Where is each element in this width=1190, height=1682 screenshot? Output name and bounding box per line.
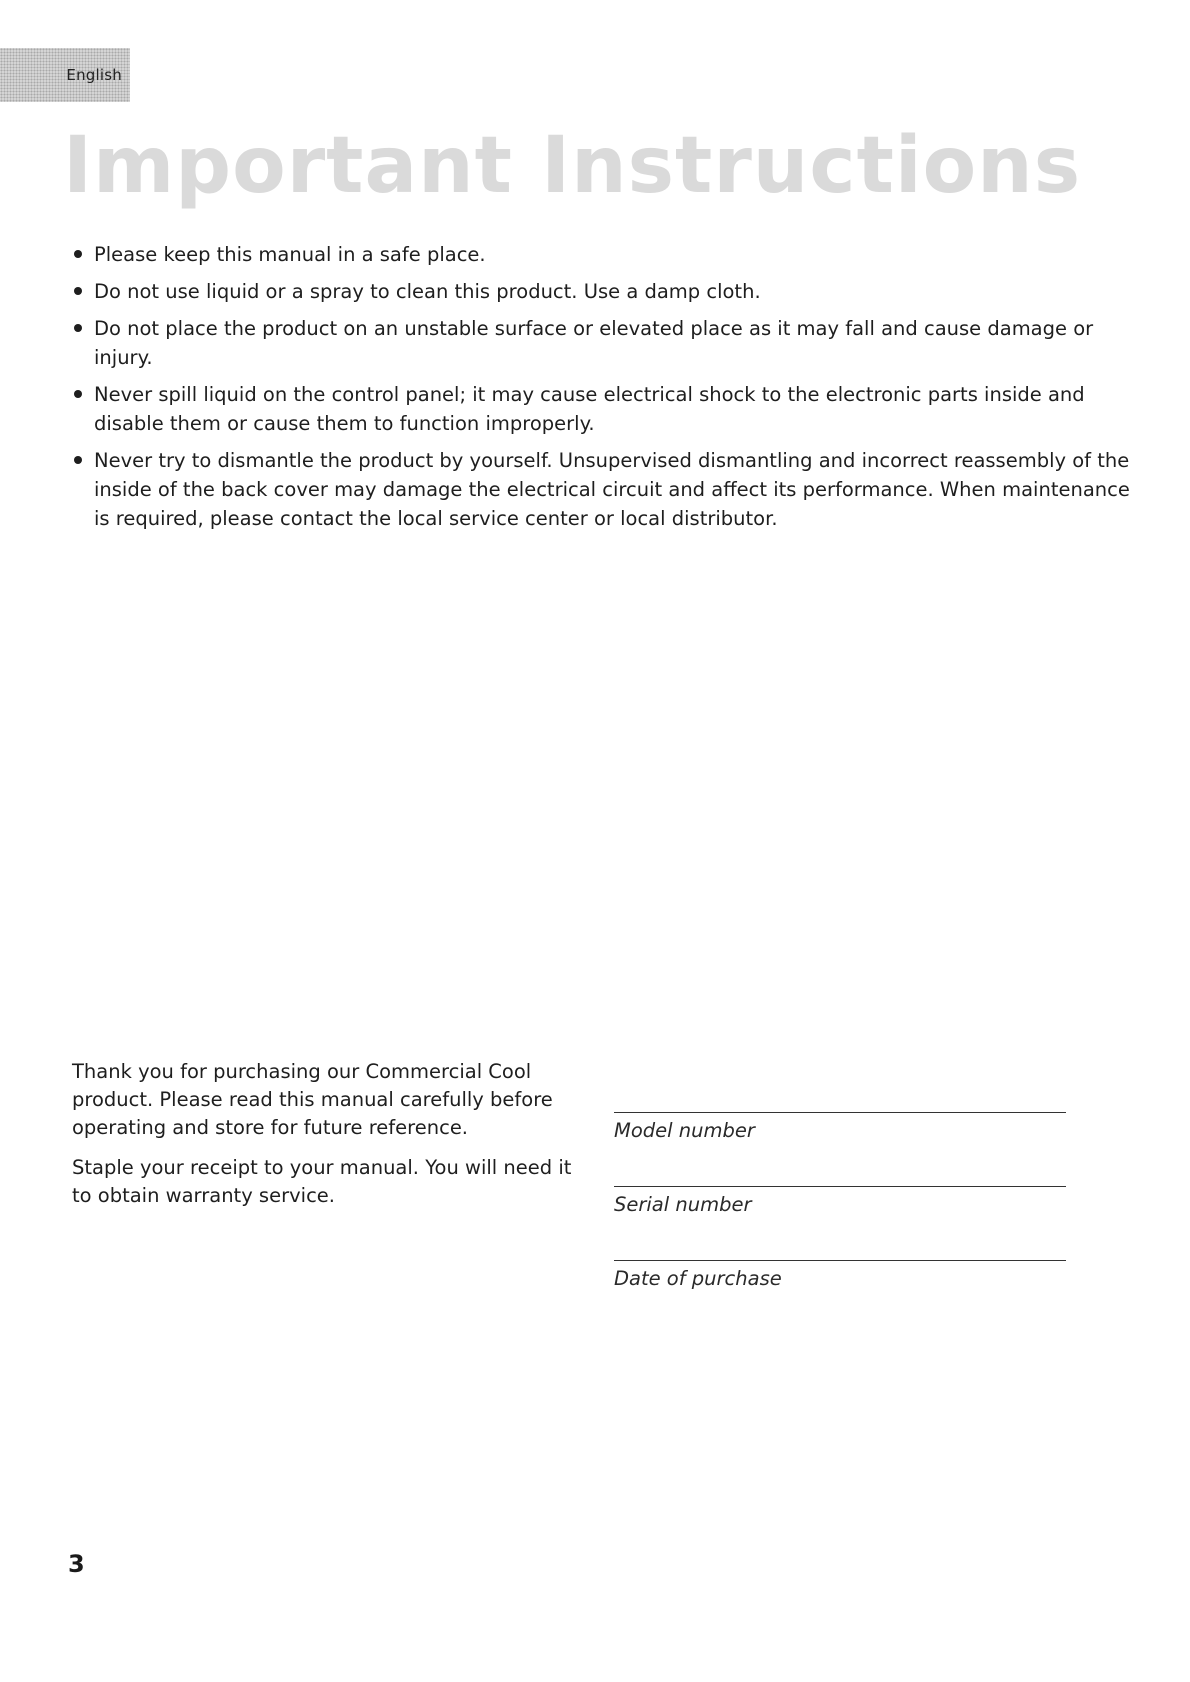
bullet-icon bbox=[74, 324, 82, 332]
serial-number-label: Serial number bbox=[614, 1193, 752, 1216]
instruction-item bbox=[74, 240, 1134, 269]
instruction-text: Never try to dismantle the product by yourself. Unsupervised dismantling and incorrect reassembly of the inside of the back cover may damage the electrical circuit and affect its performance. When maintenance is required, please contact the local service center or local distributor. bbox=[94, 449, 1130, 530]
instruction-item bbox=[74, 314, 1134, 372]
serial-number-field bbox=[614, 1186, 1066, 1219]
model-number-field bbox=[614, 1112, 1066, 1145]
instruction-item bbox=[74, 277, 1134, 306]
page-title: Important Instructions bbox=[63, 121, 1082, 211]
bullet-icon bbox=[74, 390, 82, 398]
instruction-text: Do not place the product on an unstable surface or elevated place as it may fall and cause damage or injury. bbox=[94, 317, 1094, 369]
model-number-label: Model number bbox=[614, 1119, 755, 1142]
receipt-paragraph: Staple your receipt to your manual. You will need it to obtain warranty service. bbox=[72, 1156, 572, 1207]
instruction-text: Do not use liquid or a spray to clean this product. Use a damp cloth. bbox=[94, 280, 761, 303]
thank-you-section bbox=[72, 1058, 592, 1222]
page-number: 3 bbox=[68, 1550, 85, 1578]
bullet-icon bbox=[74, 250, 82, 258]
date-of-purchase-field bbox=[614, 1260, 1066, 1293]
instruction-text: Please keep this manual in a safe place. bbox=[94, 243, 486, 266]
instruction-item bbox=[74, 380, 1134, 438]
instruction-list bbox=[74, 240, 1134, 541]
thank-you-paragraph: Thank you for purchasing our Commercial Cool product. Please read this manual carefully before operating and store for future reference. bbox=[72, 1060, 553, 1139]
instruction-text: Never spill liquid on the control panel; it may cause electrical shock to the electronic parts inside and disable them or cause them to function improperly. bbox=[94, 383, 1085, 435]
model-number-line bbox=[614, 1112, 1066, 1113]
serial-number-line bbox=[614, 1186, 1066, 1187]
bullet-icon bbox=[74, 456, 82, 464]
instruction-item bbox=[74, 446, 1134, 533]
date-of-purchase-line bbox=[614, 1260, 1066, 1261]
language-tab bbox=[0, 48, 130, 102]
language-tab-label: English bbox=[66, 66, 122, 84]
date-of-purchase-label: Date of purchase bbox=[614, 1267, 782, 1290]
bullet-icon bbox=[74, 287, 82, 295]
